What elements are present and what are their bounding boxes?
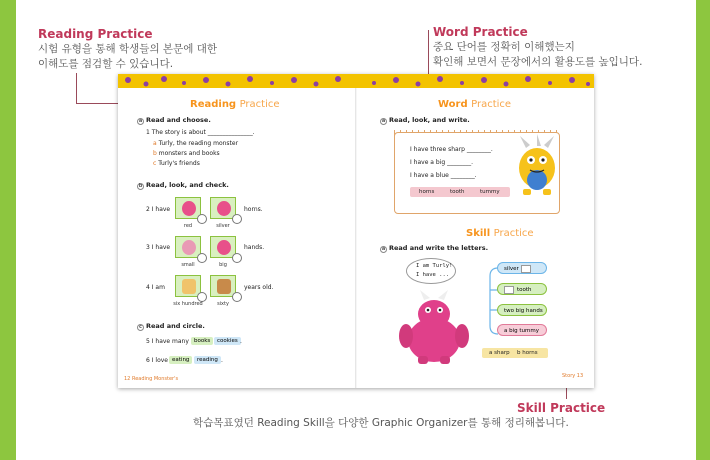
row-6-pre: 6 I love <box>146 357 168 364</box>
word-callout-line-2: 확인해 보면서 문장에서의 활용도를 높입니다. <box>433 56 643 68</box>
monster-icon <box>182 201 196 216</box>
picture-silver-horns <box>210 197 236 219</box>
organizer-box-1-text: silver <box>504 266 519 272</box>
option-b <box>153 150 220 157</box>
picture-big-hands <box>210 236 236 258</box>
row-3-post: hands. <box>244 244 265 251</box>
option-b-text: monsters and books <box>158 150 220 157</box>
instruction-c <box>137 322 205 331</box>
instruction-word <box>380 116 470 125</box>
skill-callout-title: Skill Practice <box>517 401 606 415</box>
option-b-mark: b <box>153 150 157 157</box>
word-line-3[interactable]: I have a blue ________. <box>410 172 477 179</box>
picture-six-hundred-cake <box>175 275 201 297</box>
cake-icon <box>217 279 231 294</box>
organizer-box-1[interactable] <box>497 262 547 274</box>
instruction-c-text: Read and circle. <box>146 322 205 330</box>
word-bank-horns: horns <box>419 189 435 195</box>
instruction-word-text: Read, look, and write. <box>389 116 470 124</box>
picture-small-hands <box>175 236 201 258</box>
decorative-top-strip <box>118 74 594 88</box>
hand-icon <box>217 240 231 255</box>
word-heading-light: Practice <box>471 99 512 110</box>
choice-eating[interactable]: eating <box>169 356 192 364</box>
decorative-pattern-icon <box>118 75 594 88</box>
row-2-pre: 2 I have <box>146 206 171 213</box>
organizer-blank-2[interactable] <box>504 286 514 294</box>
monster-icon <box>217 201 231 216</box>
organizer-box-4[interactable]: a big tummy <box>497 324 547 336</box>
section-c-icon: c <box>137 324 144 331</box>
reading-callout-title: Reading Practice <box>38 27 153 41</box>
right-page-footer: Story 13 <box>562 373 584 379</box>
pink-monster-icon <box>398 290 470 366</box>
question-1: 1 The story is about _______________. <box>146 129 255 136</box>
cake-icon <box>182 279 196 294</box>
word-line-1[interactable]: I have three sharp ________. <box>410 146 493 153</box>
hand-icon <box>182 240 196 255</box>
organizer-blank-1[interactable] <box>521 265 531 273</box>
picture-red-horns <box>175 197 201 219</box>
label-sixty: sixty <box>217 301 229 307</box>
answer-b: b horns <box>517 350 538 356</box>
label-small: small <box>181 262 195 268</box>
option-c-text: Turly's friends <box>158 160 200 167</box>
row-6-end: . <box>221 357 223 364</box>
skill-practice-heading <box>466 228 534 239</box>
row-5-pre: 5 I have many <box>146 338 189 345</box>
row-5-end: . <box>240 338 242 345</box>
word-bank-tummy: tummy <box>480 189 500 195</box>
yellow-monster-icon <box>512 134 562 202</box>
word-bank-tooth: tooth <box>450 189 465 195</box>
organizer-box-2[interactable] <box>497 283 547 295</box>
bubble-line-1: I am Turly! <box>416 263 453 269</box>
reading-heading-light: Practice <box>239 99 280 110</box>
label-silver: silver <box>216 223 230 229</box>
instruction-a-text: Read and choose. <box>146 116 211 124</box>
instruction-skill-text: Read and write the letters. <box>389 244 489 252</box>
reading-callout-line-2: 이해도를 점검할 수 있습니다. <box>38 58 174 70</box>
organizer-box-2-text: tooth <box>517 287 532 293</box>
option-a <box>153 140 238 147</box>
section-a-icon: a <box>138 118 143 124</box>
instruction-skill <box>380 244 488 253</box>
answer-a: a sharp <box>489 350 510 356</box>
bubble-line-2: I have ... <box>416 272 450 278</box>
choice-books[interactable]: books <box>191 337 213 345</box>
picture-sixty-cake <box>210 275 236 297</box>
instruction-b-text: Read, look, and check. <box>146 181 229 189</box>
left-green-edge <box>0 0 16 460</box>
section-word-icon: a <box>381 118 386 124</box>
section-skill-icon: a <box>381 246 386 252</box>
speech-bubble <box>406 258 456 284</box>
organizer-box-3[interactable]: two big hands <box>497 304 547 316</box>
reading-leader-v <box>76 73 77 104</box>
row-3-pre: 3 I have <box>146 244 171 251</box>
skill-callout-line-1: 학습목표였던 Reading Skill을 다양한 Graphic Organizer를 통해 정리해봅니다. <box>193 417 569 429</box>
word-callout-line-1: 중요 단어를 정확히 이해했는지 <box>433 41 575 53</box>
instruction-a <box>137 116 211 125</box>
label-red: red <box>183 223 193 229</box>
choice-cookies[interactable]: cookies <box>214 337 241 345</box>
word-heading-bold: Word <box>438 99 468 110</box>
book-fold <box>355 88 357 388</box>
reading-heading-bold: Reading <box>190 99 237 110</box>
word-callout-title: Word Practice <box>433 25 528 39</box>
word-practice-heading <box>438 99 511 110</box>
option-a-mark: a <box>153 140 157 147</box>
left-page-footer: 12 Reading Monster's <box>124 376 179 382</box>
section-b-icon: b <box>138 183 143 189</box>
instruction-b <box>137 181 229 190</box>
reading-callout-line-1: 시험 유형을 통해 학생들의 본문에 대한 <box>38 43 217 55</box>
label-six-hundred: six hundred <box>173 301 203 307</box>
word-line-2[interactable]: I have a big ________. <box>410 159 473 166</box>
option-c <box>153 160 200 167</box>
row-4-pre: 4 I am <box>146 284 165 291</box>
skill-heading-bold: Skill <box>466 228 491 239</box>
label-big: big <box>219 262 227 268</box>
reading-practice-heading <box>190 99 280 110</box>
row-2-post: horns. <box>244 206 263 213</box>
option-c-mark: c <box>153 160 157 167</box>
choice-reading[interactable]: reading <box>194 356 221 364</box>
right-green-edge <box>696 0 710 460</box>
row-4-post: years old. <box>244 284 274 291</box>
skill-heading-light: Practice <box>493 228 534 239</box>
option-a-text: Turly, the reading monster <box>158 140 239 147</box>
